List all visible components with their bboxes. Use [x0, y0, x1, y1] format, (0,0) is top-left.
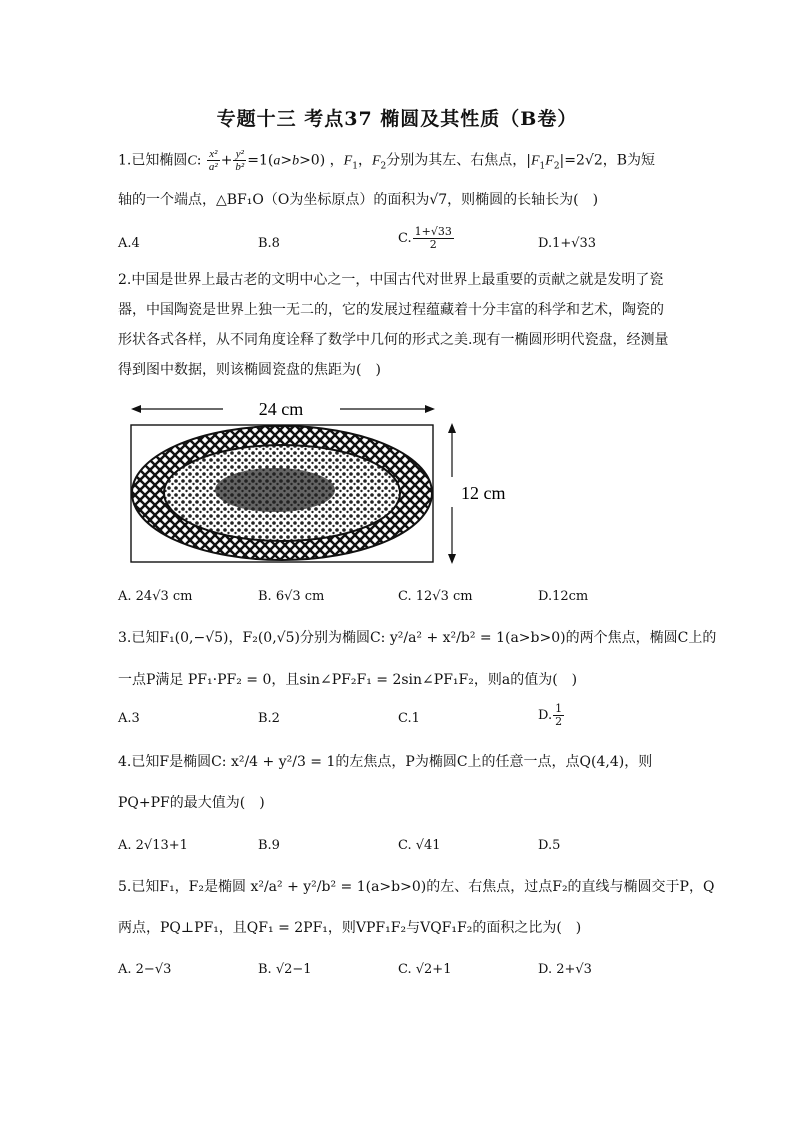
width-label: 24 cm [258, 399, 304, 419]
plate-figure [125, 395, 506, 570]
q1-line-1: 1.已知椭圆C: $\frac{\text{x²}}{\text{a²}}$ + $\frac{\text{y²}}{\text{b²}}$ =1(a>b>0) ，$F_1$，$F_2$分别为其左、右焦点，$|F_1F_2|=2√2$，B为短 [118, 148, 656, 173]
q1-option-c: C. $\frac{1+√33}{2}$ [398, 225, 452, 251]
q2-line-1: 2.中国是世界上最古老的文明中心之一，中国古代对世界上最重要的贡献之就是发明了瓷 [118, 272, 664, 288]
q2-line-4: 得到图中数据，则该椭圆瓷盘的焦距为( ) [118, 362, 381, 378]
q2-line-3: 形状各式各样，从不同角度诠释了数学中几何的形式之美.现有一椭圆形明代瓷盘，经测量 [118, 332, 669, 348]
q3-line-1: 3.已知F₁(0,−√5)，F₂(0,√5)分别为椭圆C: y²/a² + x²/b² = 1(a>b>0)的两个焦点，椭圆C上的 [118, 630, 717, 646]
q3-option-c: C.1 [398, 711, 420, 726]
q4-option-c: C. √41 [398, 838, 441, 853]
q5-option-a: A. 2−√3 [118, 962, 172, 977]
q4-option-a: A. 2√13+1 [118, 838, 188, 853]
q3-option-d: D. $\frac{1}{2}$ [538, 702, 563, 728]
q3-option-b: B.2 [258, 711, 280, 726]
q2-option-a: A. 24√3 cm [118, 589, 193, 604]
plate-center-scene [215, 468, 335, 512]
height-label: 12 cm [461, 483, 506, 503]
q5-option-d: D. 2+√3 [538, 962, 592, 977]
q1-option-b: B.8 [258, 236, 280, 251]
q5-line-1: 5.已知F₁，F₂是椭圆 x²/a² + y²/b² = 1(a>b>0)的左、右焦点，过点F₂的直线与椭圆交于P，Q [118, 879, 715, 895]
q1-option-d: D.1+√33 [538, 236, 597, 251]
q4-option-d: D.5 [538, 838, 561, 853]
q3-line-2: 一点P满足 PF₁·PF₂ = 0，且sin∠PF₂F₁ = 2sin∠PF₁F₂，则a的值为( ) [118, 672, 578, 688]
q2-option-b: B. 6√3 cm [258, 589, 325, 604]
q1-option-a: A.4 [118, 236, 140, 251]
q2-line-2: 器，中国陶瓷是世界上独一无二的，它的发展过程蕴藏着十分丰富的科学和艺术，陶瓷的 [118, 302, 664, 318]
q4-line-1: 4.已知F是椭圆C: x²/4 + y²/3 = 1的左焦点，P为椭圆C上的任意一点，点Q(4,4)，则 [118, 754, 653, 770]
q2-option-d: D.12cm [538, 589, 589, 604]
q5-option-b: B. √2−1 [258, 962, 312, 977]
q4-option-b: B.9 [258, 838, 280, 853]
q5-option-c: C. √2+1 [398, 962, 452, 977]
q5-line-2: 两点，PQ⊥PF₁，且QF₁ = 2PF₁，则VPF₁F₂与VQF₁F₂的面积之比为( ) [118, 920, 582, 936]
q2-option-c: C. 12√3 cm [398, 589, 473, 604]
q3-option-a: A.3 [118, 711, 140, 726]
q4-line-2: PQ+PF的最大值为( ) [118, 795, 265, 811]
q1-line-2: 轴的一个端点，△BF₁O（O为坐标原点）的面积为√7，则椭圆的长轴长为( ) [118, 192, 599, 208]
page-title: 专题十三 考点37 椭圆及其性质（B卷） [216, 108, 578, 130]
